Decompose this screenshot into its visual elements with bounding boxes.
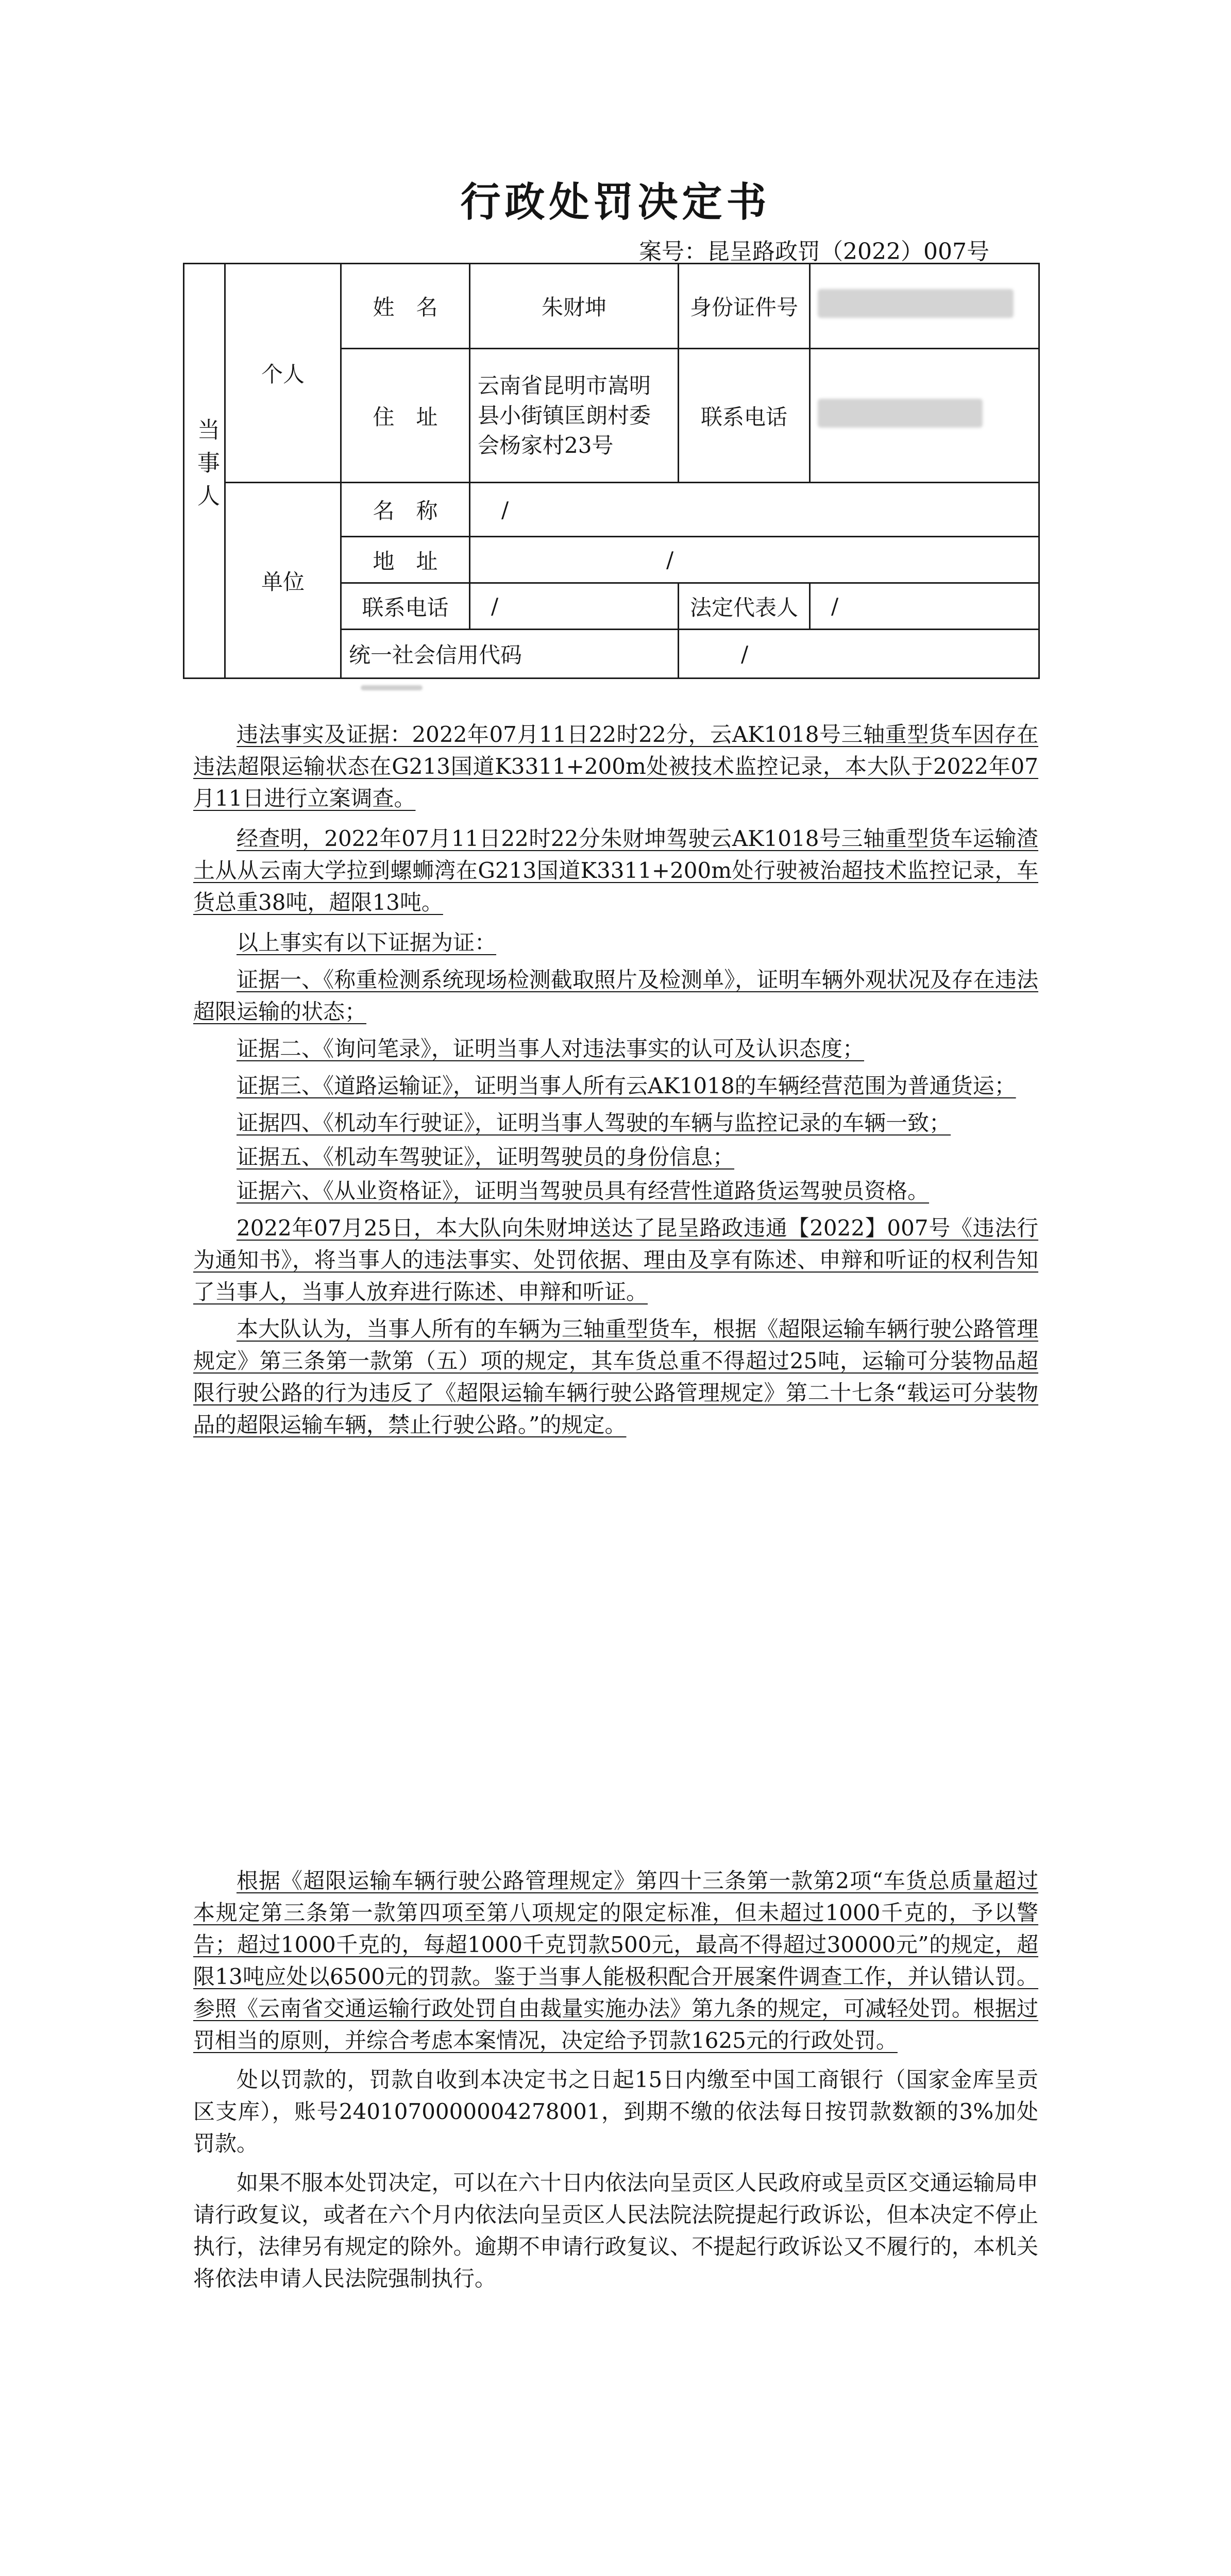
unit-phone-value: / bbox=[470, 583, 679, 630]
document-title: 行政处罚决定书 bbox=[460, 179, 771, 226]
payment-paragraph: 处以罚款的，罚款自收到本决定书之日起15日内缴至中国工商银行（国家金库呈贡区支库），账号2401070000004278001，到期不缴的依法每日按罚款数额的3%加处罚款。 bbox=[193, 2067, 1038, 2156]
penalty-basis-paragraph: 根据《超限运输车辆行驶公路管理规定》第四十三条第一款第2项“车货总质量超过本规定第三条第一款第四项至第八项规定的限定标准，但未超过1000千克的，予以警告；超过1000千克的，每超1000千克罚款500元，最高不得超过30000元”的规定，超限13吨应处以6500元的罚款。鉴于当事人能极积配合开展案件调查工作，并认错认罚。参照《云南省交通运输行政处罚自由裁量实施办法》第九条的规定，可减轻处罚。根据过罚相当的原则，并综合考虑本案情况，决定给予罚款1625元的行政处罚。 bbox=[193, 1868, 1038, 2053]
unit-name-label: 名 称 bbox=[341, 483, 470, 537]
decision-section bbox=[193, 1865, 1038, 2295]
facts-section bbox=[193, 719, 1038, 1441]
evidence-4: 证据四、《机动车行驶证》，证明当事人驾驶的车辆与监控记录的车辆一致； bbox=[237, 1110, 951, 1136]
legal-rep-label: 法定代表人 bbox=[679, 583, 810, 630]
phone-label: 联系电话 bbox=[679, 349, 810, 483]
individual-label: 个人 bbox=[225, 264, 341, 483]
address-value: 云南省昆明市嵩明县小街镇匡朗村委会杨家村23号 bbox=[470, 349, 679, 483]
evidence-1: 证据一、《称重检测系统现场检测截取照片及检测单》，证明车辆外观状况及存在违法超限运输的状态； bbox=[193, 967, 1038, 1024]
appeal-paragraph: 如果不服本处罚决定，可以在六十日内依法向呈贡区人民政府或呈贡区交通运输局申请行政复议，或者在六个月内依法向呈贡区人民法院法院提起行政诉讼，但本决定不停止执行，法律另有规定的除外。逾期不申请行政复议、不提起行政诉讼又不履行的，本机关将依法申请人民法院强制执行。 bbox=[193, 2170, 1038, 2291]
name-label: 姓 名 bbox=[341, 264, 470, 349]
phone-value-redacted bbox=[810, 349, 1039, 483]
id-label: 身份证件号 bbox=[679, 264, 810, 349]
unit-phone-label: 联系电话 bbox=[341, 583, 470, 630]
evidence-3: 证据三、《道路运输证》，证明当事人所有云AK1018的车辆经营范围为普通货运； bbox=[237, 1073, 1016, 1098]
name-value: 朱财坤 bbox=[470, 264, 679, 349]
legal-rep-value: / bbox=[810, 583, 1039, 630]
scan-speck bbox=[361, 685, 423, 690]
unit-address-label: 地 址 bbox=[341, 537, 470, 583]
evidence-2: 证据二、《询问笔录》，证明当事人对违法事实的认可及认识态度； bbox=[237, 1036, 865, 1061]
id-value-redacted bbox=[810, 264, 1039, 349]
credit-code-value: / bbox=[679, 630, 1039, 679]
case-number: 案号：昆呈路政罚（2022）007号 bbox=[639, 239, 989, 265]
address-label: 住 址 bbox=[341, 349, 470, 483]
party-group-label: 当事人 bbox=[184, 264, 225, 679]
credit-code-label: 统一社会信用代码 bbox=[341, 630, 679, 679]
opinion-paragraph: 本大队认为，当事人所有的车辆为三轴重型货车，根据《超限运输车辆行驶公路管理规定》第三条第一款第（五）项的规定，其车货总重不得超过25吨，运输可分装物品超限行驶公路的行为违反了《超限运输车辆行驶公路管理规定》第二十七条“载运可分装物品的超限运输车辆，禁止行驶公路。”的规定。 bbox=[193, 1316, 1038, 1437]
unit-address-value: / bbox=[470, 537, 1039, 583]
unit-label: 单位 bbox=[225, 483, 341, 679]
facts-paragraph: 违法事实及证据：2022年07月11日22时22分，云AK1018号三轴重型货车因存在违法超限运输状态在G213国道K3311+200m处被技术监控记录，本大队于2022年07月11日进行立案调查。 bbox=[193, 722, 1038, 811]
evidence-5: 证据五、《机动车驾驶证》，证明驾驶员的身份信息； bbox=[237, 1144, 735, 1170]
evidence-intro: 以上事实有以下证据为证： bbox=[237, 930, 497, 955]
unit-name-value: / bbox=[470, 483, 1039, 537]
findings-paragraph: 经查明，2022年07月11日22时22分朱财坤驾驶云AK1018号三轴重型货车运输渣土从从云南大学拉到螺蛳湾在G213国道K3311+200m处行驶被治超技术监控记录，车货总重38吨，超限13吨。 bbox=[193, 826, 1038, 915]
notice-paragraph: 2022年07月25日，本大队向朱财坤送达了昆呈路政违通【2022】007号《违法行为通知书》，将当事人的违法事实、处罚依据、理由及享有陈述、申辩和听证的权利告知了当事人，当事人放弃进行陈述、申辩和听证。 bbox=[193, 1215, 1038, 1304]
party-table bbox=[183, 263, 1040, 679]
evidence-6: 证据六、《从业资格证》，证明当驾驶员具有经营性道路货运驾驶员资格。 bbox=[237, 1178, 930, 1204]
